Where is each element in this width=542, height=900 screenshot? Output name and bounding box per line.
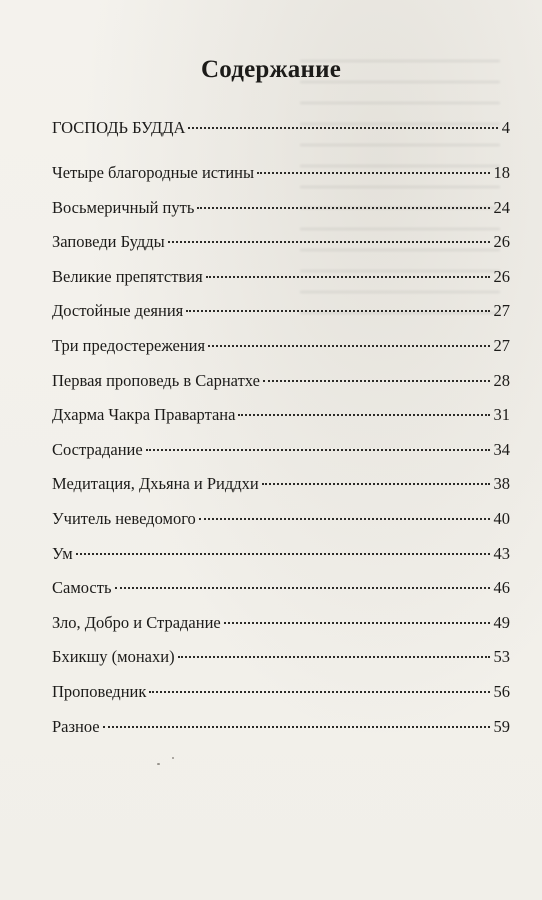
page-title: Содержание — [200, 56, 341, 83]
toc-dot-leader — [188, 127, 497, 129]
toc-page-number: 38 — [493, 474, 510, 494]
toc-entry-title: Разное — [52, 716, 100, 736]
toc-entry — [52, 578, 510, 613]
toc-entry — [52, 613, 510, 648]
toc-dot-leader — [224, 622, 490, 624]
toc-dot-leader — [103, 726, 490, 728]
toc-page-number: 18 — [493, 163, 510, 182]
toc-page-number: 59 — [493, 716, 510, 736]
toc-entry — [52, 717, 510, 752]
toc-dot-leader — [76, 553, 490, 555]
toc-dot-leader — [257, 172, 489, 174]
toc-page-number: 28 — [493, 370, 510, 390]
toc-entry — [52, 440, 510, 475]
toc-page-number: 31 — [493, 405, 510, 425]
toc-page-number: 46 — [493, 578, 510, 598]
toc-entry — [52, 509, 510, 544]
toc-entry-title: Первая проповедь в Сарнатхе — [52, 370, 260, 390]
toc-entry-title: Достойные деяния — [52, 301, 184, 321]
toc-page-number: 53 — [493, 647, 510, 667]
toc-entry — [52, 163, 510, 198]
toc-entry-title: Великие препятствия — [52, 266, 203, 286]
paper-speck — [157, 763, 160, 765]
toc-page-number: 26 — [493, 232, 510, 252]
toc-dot-leader — [263, 380, 490, 382]
toc-entry-title: Дхарма Чакра Правартана — [52, 405, 236, 425]
toc-entry — [52, 682, 510, 717]
toc-entry — [52, 118, 510, 163]
toc-page-number: 24 — [493, 197, 510, 217]
toc-entry — [52, 301, 510, 336]
toc-dot-leader — [178, 656, 490, 658]
toc-dot-leader — [206, 276, 490, 278]
toc-dot-leader — [149, 691, 489, 693]
toc-page-number: 43 — [493, 543, 510, 563]
toc-entry — [52, 647, 510, 682]
toc-page-number: 56 — [493, 681, 510, 701]
toc-entry — [52, 405, 510, 440]
toc-dot-leader — [197, 207, 489, 209]
toc-entry-title: ГОСПОДЬ БУДДА — [52, 118, 186, 137]
toc-entry — [52, 267, 510, 302]
toc-entry — [52, 336, 510, 371]
toc-entry-title: Три предостережения — [52, 335, 206, 355]
toc-entry — [52, 474, 510, 509]
toc-entry-title: Восьмеричный путь — [52, 197, 195, 217]
toc-entry-title: Учитель неведомого — [52, 508, 196, 528]
toc-entry-title: Зло, Добро и Страдание — [52, 612, 221, 632]
toc-entry — [52, 232, 510, 267]
toc-entry — [52, 371, 510, 406]
toc-dot-leader — [146, 449, 490, 451]
toc-entry — [52, 198, 510, 233]
paper-speck — [172, 757, 174, 759]
toc-dot-leader — [199, 518, 490, 520]
toc-page-number: 34 — [493, 439, 510, 459]
toc-page-number: 4 — [501, 118, 510, 137]
toc-entry-title: Сострадание — [52, 439, 143, 459]
toc-dot-leader — [262, 483, 490, 485]
toc-entry-title: Ум — [52, 543, 73, 563]
toc-page-number: 49 — [493, 612, 510, 632]
toc-dot-leader — [186, 310, 489, 312]
toc-entry-title: Самость — [52, 578, 112, 598]
toc-dot-leader — [238, 414, 489, 416]
toc-entry-title: Медитация, Дхьяна и Риддхи — [52, 474, 259, 494]
toc-dot-leader — [208, 345, 489, 347]
toc-page-number: 40 — [493, 508, 510, 528]
toc-entry-title: Бхикшу (монахи) — [52, 647, 175, 667]
toc-entry — [52, 544, 510, 579]
toc-entry-title: Заповеди Будды — [52, 232, 165, 252]
toc-page-number: 27 — [493, 335, 510, 355]
toc-dot-leader — [115, 587, 490, 589]
toc-entry-title: Проповедник — [52, 681, 147, 701]
toc-dot-leader — [168, 241, 490, 243]
toc-entry-title: Четыре благородные истины — [52, 163, 255, 182]
table-of-contents — [52, 118, 510, 751]
toc-page-number: 26 — [493, 266, 510, 286]
toc-page-number: 27 — [493, 301, 510, 321]
